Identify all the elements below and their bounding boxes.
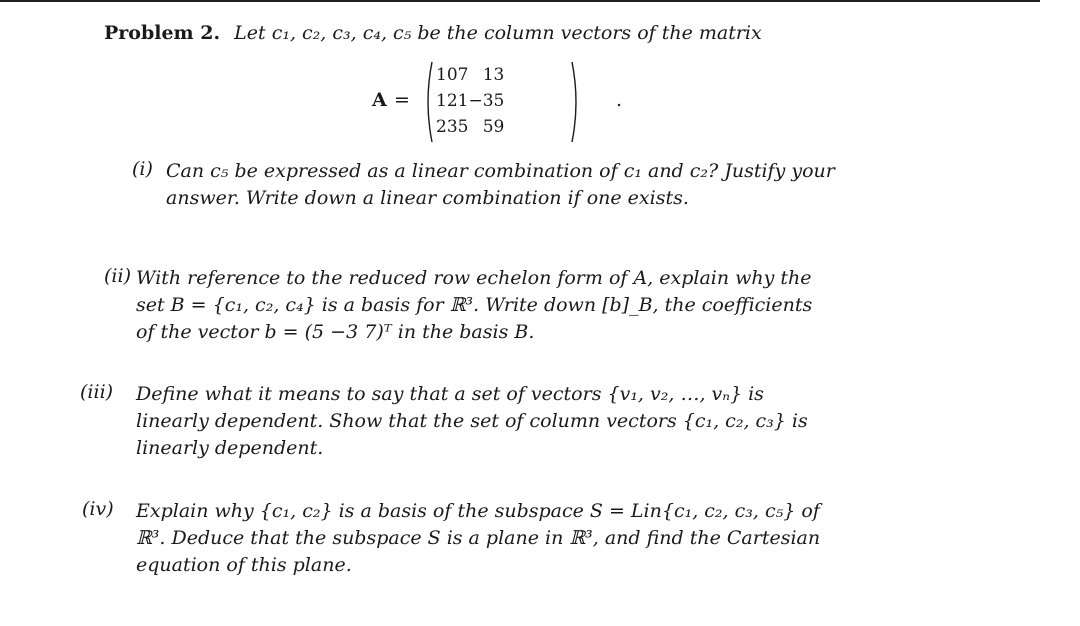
- matrix-row: [436, 88, 504, 114]
- text-line: equation of this plane.: [136, 554, 352, 576]
- matrix-cell: 5: [457, 117, 469, 137]
- matrix-cell: 0: [446, 65, 458, 85]
- part-i-label: (i): [132, 158, 153, 180]
- matrix-cell: 1: [436, 65, 447, 85]
- text-line: ℝ³. Deduce that the subspace S is a plane in ℝ³, and find the Cartesian: [136, 527, 821, 549]
- matrix-cell: 2: [446, 91, 458, 111]
- text-line: linearly dependent. Show that the set of column vectors {c₁, c₂, c₃} is: [136, 410, 808, 432]
- text-line: set B = {c₁, c₂, c₄} is a basis for ℝ³. Write down [b]_B, the coefficients: [136, 294, 813, 316]
- top-rule: [0, 0, 1040, 2]
- matrix-equals: =: [394, 89, 410, 111]
- matrix-row: [436, 62, 504, 88]
- text-line: Define what it means to say that a set of vectors {v₁, v₂, …, vₙ} is: [136, 383, 764, 405]
- right-parenthesis: [570, 60, 582, 144]
- matrix-cell: 5: [482, 117, 494, 137]
- text-line: With reference to the reduced row echelon form of A, explain why the: [136, 267, 812, 289]
- matrix-cell: 3: [493, 65, 505, 85]
- matrix-cell: −3: [468, 91, 494, 111]
- part-ii-label: (ii): [104, 265, 131, 287]
- matrix-cell: 1: [457, 91, 469, 111]
- text-line: answer. Write down a linear combination if one exists.: [166, 187, 689, 209]
- matrix-cell: 3: [446, 117, 458, 137]
- text-line: Explain why {c₁, c₂} is a basis of the subspace S = Lin{c₁, c₂, c₃, c₅} of: [136, 500, 820, 522]
- text-line: Can c₅ be expressed as a linear combination of c₁ and c₂? Justify your: [166, 160, 835, 182]
- matrix-cell: 1: [482, 65, 494, 85]
- matrix-cell: 5: [493, 91, 505, 111]
- matrix-entries: [436, 62, 504, 140]
- problem-heading: Problem 2.: [104, 22, 221, 44]
- matrix-cell: 1: [436, 91, 447, 111]
- problem-intro: Let c₁, c₂, c₃, c₄, c₅ be the column vectors of the matrix: [234, 22, 762, 44]
- matrix-row: [436, 114, 504, 140]
- matrix-cell: 2: [436, 117, 447, 137]
- matrix-end-punctuation: .: [616, 89, 623, 111]
- matrix-cell: 7: [457, 65, 469, 85]
- part-iii-label: (iii): [80, 381, 114, 403]
- part-iv-text: [136, 498, 820, 579]
- problem-statement: [104, 20, 762, 47]
- part-i-text: [166, 158, 835, 212]
- matrix-name: A: [372, 89, 387, 111]
- part-ii-text: [136, 265, 812, 346]
- left-parenthesis: [422, 60, 434, 144]
- text-line: of the vector b = (5 −3 7)ᵀ in the basis B.: [136, 321, 535, 343]
- part-iii-text: [136, 381, 808, 462]
- matrix-cell: 9: [493, 117, 505, 137]
- part-iv-label: (iv): [82, 498, 114, 520]
- text-line: linearly dependent.: [136, 437, 324, 459]
